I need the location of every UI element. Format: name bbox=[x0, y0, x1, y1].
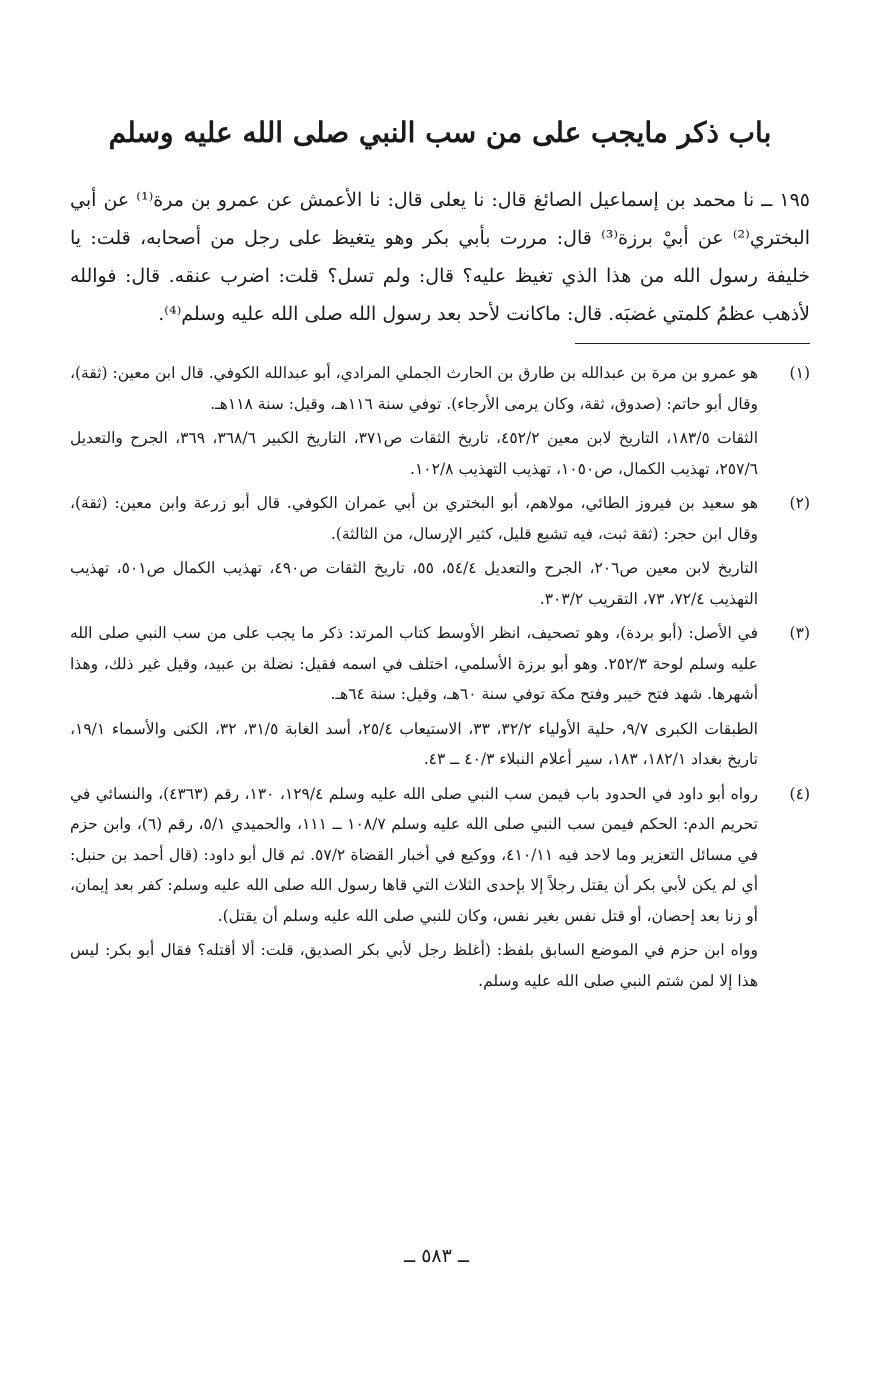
footnote-paragraph: هو سعيد بن فيروز الطائي، مولاهم، أبو البختري بن أبي عمران الكوفي. قال أبو زرعة وابن معين: (ثقة)، وقال ابن حجر: (ثقة ثبت، فيه تشيع قليل، كثير الإرسال، من الثالثة). bbox=[70, 494, 758, 543]
footnote bbox=[70, 618, 810, 775]
page-number: ــ ٥٨٣ ــ bbox=[404, 1245, 469, 1267]
footnote-separator bbox=[575, 343, 810, 344]
footnote-number: (٤) bbox=[789, 784, 810, 803]
hadith-text: ١٩٥ ــ نا محمد بن إسماعيل الصائغ قال: نا يعلى قال: نا الأعمش عن عمرو بن مرة⁽¹⁾ عن أبي البختري⁽²⁾ عن أبيْ برزة⁽³⁾ قال: مررت بأبي بكر وهو يتغيظ على رجل من أصحابه، قلت: يا خليفة رسول الله من هذا الذي تغيظ عليه؟ قال: ولم تسل؟ قلت: اضرب عنقه. قال: فوالله لأذهب عظمُ كلمتي غضبَه. قال: ماكانت لأحد بعد رسول الله صلى الله عليه وسلم⁽⁴⁾. bbox=[70, 189, 810, 326]
footnote-paragraph: في الأصل: (أبو بردة)، وهو تصحيف، انظر الأوسط كتاب المرتد: ذكر ما يجب على من سب النبي صلى الله عليه وسلم لوحة ٢٥٢/٣. وهو أبو برزة الأسلمي، اختلف في اسمه فقيل: نضلة بن عبيد، وقيل غير ذلك، وهذا أشهرها. شهد فتح خيبر وفتح مكة توفي سنة ٦٠هـ، وقيل: سنة ٦٤هـ. bbox=[70, 624, 758, 704]
footnote-paragraph: وواه ابن حزم في الموضع السابق بلفظ: (أغلظ رجل لأبي بكر الصديق، قلت: ألا أقتله؟ فقال أبو بكر: ليس هذا إلا لمن شتم النبي صلى الله عليه وسلم. bbox=[70, 941, 758, 990]
footnote-paragraph: هو عمرو بن مرة بن عبدالله بن طارق بن الحارث الجملي المرادي، أبو عبدالله الكوفي. قال ابن معين: (ثقة)، وقال أبو حاتم: (صدوق، ثقة، وكان يرمى الأرجاء). توفي سنة ١١٦هـ، وقيل: سنة ١١٨هـ. bbox=[70, 364, 758, 413]
footnote-paragraph: رواه أبو داود في الحدود باب فيمن سب النبي صلى الله عليه وسلم ١٢٩/٤، ١٣٠، رقم (٤٣٦٣)، والنسائي في تحريم الدم: الحكم فيمن سب النبي صلى الله عليه وسلم ١٠٨/٧ ــ ١١١، والحميدي ٥/١، رقم (٦)، وابن حزم في مسائل التعزير وما لاحد فيه ٤١٠/١١، ووكيع في أخبار القضاة ٥٧/٢. ثم قال أبو داود: (قال أحمد بن حنبل: أي لم يكن لأبي بكر أن يقتل رجلاً إلا بإحدى الثلاث التي قاها رسول الله صلى الله عليه وسلم: كفر بعد إيمان، أو زنا بعد إحصان، أو قتل نفس بغير نفس، وكان للنبي صلى الله عليه وسلم أن يقتل). bbox=[70, 784, 758, 925]
chapter-title: باب ذكر مايجب على من سب النبي صلى الله عليه وسلم bbox=[108, 116, 772, 149]
footnote-sources: الثقات ١٨٣/٥، التاريخ لابن معين ٤٥٢/٢، تاريخ الثقات ص٣٧١، التاريخ الكبير ٣٦٨/٦، ٣٦٩، الجرح والتعديل ٢٥٧/٦، تهذيب الكمال، ص١٠٥٠، تهذيب التهذيب ١٠٢/٨. bbox=[70, 429, 759, 478]
footnote-body bbox=[70, 358, 758, 484]
footnote-number: (١) bbox=[789, 364, 810, 383]
footnote-number: (٣) bbox=[789, 624, 810, 643]
footnote-sources: التاريخ لابن معين ص٢٠٦، الجرح والتعديل ٥٤/٤، ٥٥، تاريخ الثقات ص٤٩٠، تهذيب الكمال ص٥٠١، تهذيب التهذيب ٧٢/٤، ٧٣، التقريب ٣٠٣/٢. bbox=[70, 559, 759, 608]
footnote bbox=[70, 358, 810, 484]
footnote bbox=[70, 779, 810, 997]
footnote-number: (٢) bbox=[789, 494, 810, 513]
footnote-body bbox=[70, 488, 758, 614]
footnote-body bbox=[70, 779, 758, 997]
footnote-sources: الطبقات الكبرى ٩/٧، حلية الأولياء ٣٢/٢، ٣٣، الاستيعاب ٢٥/٤، أسد الغابة ٣١/٥، ٣٢، الكنى والأسماء ١٩/١، تاريخ بغداد ١٨٢/١، ١٨٣، سير أعلام النبلاء ٤٠/٣ ــ ٤٣. bbox=[70, 719, 758, 769]
footnote-body bbox=[70, 618, 758, 775]
page-content bbox=[70, 115, 810, 1000]
footnote bbox=[70, 488, 810, 614]
